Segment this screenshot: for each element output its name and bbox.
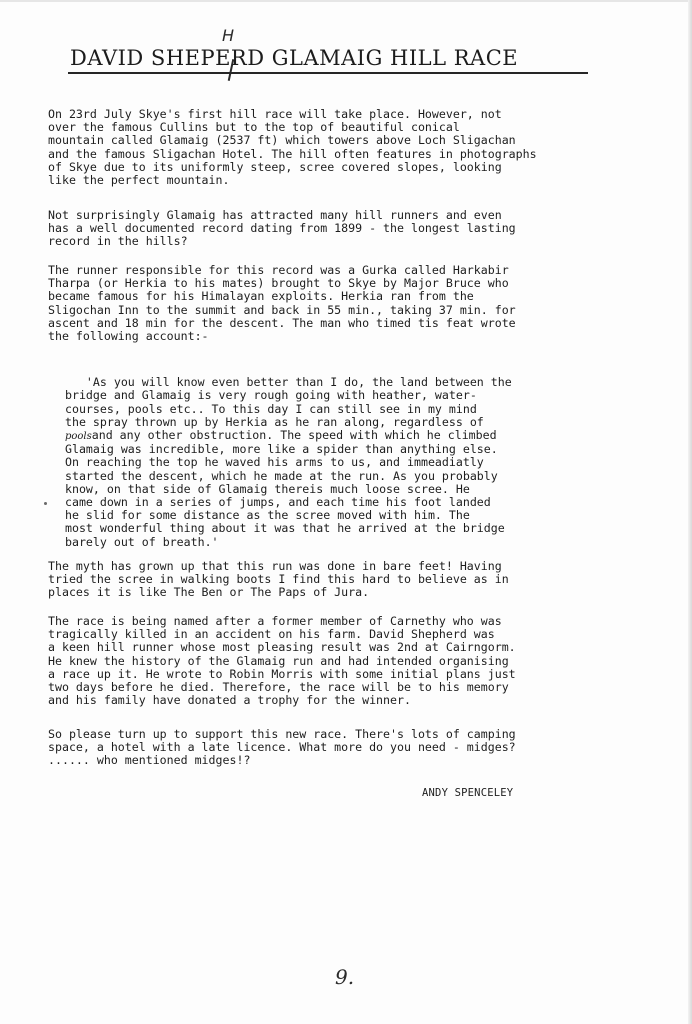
- handwritten-pools: pools: [64, 431, 92, 443]
- quoted-account: [58, 363, 658, 562]
- paragraph-intro: On 23rd July Skye's first hill race will take place. However, not over the famous Cullins but to the top of beautiful conical mountain called Glamaig (2537 ft) which towers above Loch Sligachan and the famous Sligachan Hotel. The hill often features in photographs of Skye due to its uniformly steep, scree covered slopes, looking like the perfect mountain.: [48, 107, 537, 188]
- page-title: DAVID SHEPERD GLAMAIG HILL RACE: [70, 46, 519, 70]
- page-number: 9.: [335, 965, 355, 989]
- title-block: [66, 26, 596, 76]
- quote-lines-start: 'As you will know even better than I do, the land between the bridge and Glamaig is very rough going with heather, water- courses, pools etc.. To this day I can still see in my mind the spray thrown up by Herkia as he ran along, regardless of: [64, 375, 512, 429]
- page-top-edge: [0, 0, 692, 2]
- title-underline: [68, 72, 588, 74]
- paper-speck: [44, 502, 47, 505]
- quote-line-pools-rest: and any other obstruction. The speed with which he climbed: [91, 428, 497, 443]
- paragraph-closing: So please turn up to support this new race. There's lots of camping space, a hotel with a late licence. What more do you need - midges? ...... who mentioned midges!?: [48, 727, 516, 768]
- quote-lines-end: Glamaig was incredible, more like a spider than anything else. On reaching the top he waved his arms to us, and immeadiatly started the descent, which he made at the run. As you probably know, on that side of Glamaig thereis much loose scree. He came down in a series of jumps, and each time his foot landed he slid for some distance as the scree moved with him. The most wonderful thing about it was that he arrived at the bridge barely out of breath.': [64, 442, 505, 549]
- page-right-edge: [688, 0, 692, 1024]
- author-signature: ANDY SPENCELEY: [422, 787, 514, 799]
- paragraph-runner: The runner responsible for this record was a Gurka called Harkabir Tharpa (or Herkia to his mates) brought to Skye by Major Bruce who became famous for his Himalayan exploits. Herkia ran from the Sligochan Inn to the summit and back in 55 min., taking 37 min. for ascent and 18 min for the descent. The man who timed tis feat wrote the following account:-: [48, 263, 516, 344]
- handwritten-correction: H: [222, 26, 235, 45]
- paragraph-naming: The race is being named after a former member of Carnethy who was tragically killed in an accident on his farm. David Shepherd was a keen hill runner whose most pleasing result was 2nd at Cairngorm. He knew the history of the Glamaig run and had intended organising a race up it. He wrote to Robin Morris with some initial plans just two days before he died. Therefore, the race will be to his memory and his family have donated a trophy for the winner.: [48, 614, 516, 708]
- paragraph-myth: The myth has grown up that this run was done in bare feet! Having tried the scree in walking boots I find this hard to believe as in places it is like The Ben or The Paps of Jura.: [48, 559, 509, 600]
- paragraph-record: Not surprisingly Glamaig has attracted many hill runners and even has a well documented record dating from 1899 - the longest lasting record in the hills?: [48, 208, 516, 249]
